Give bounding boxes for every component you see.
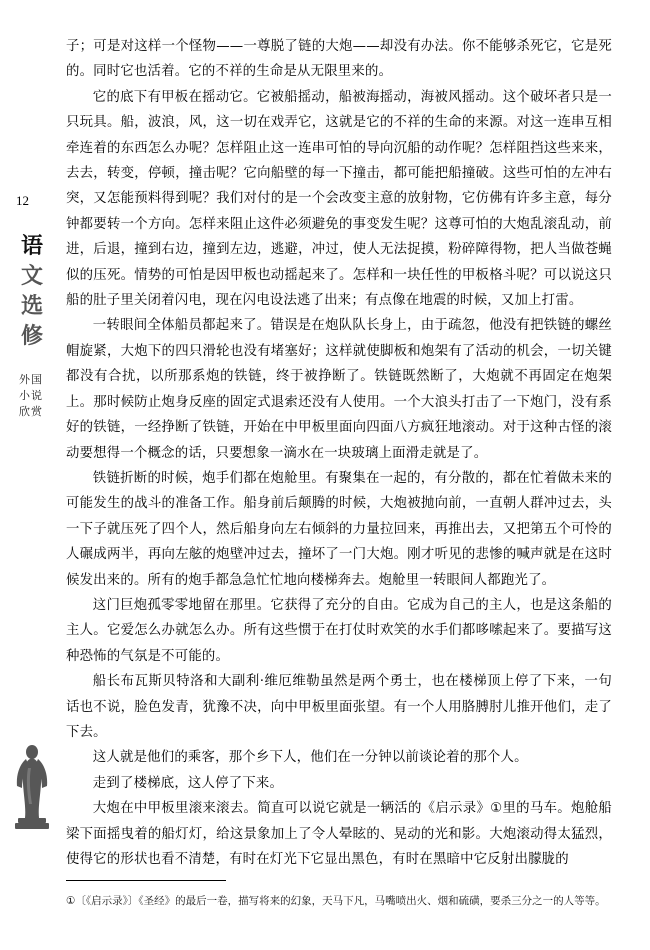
sidebar-subtitle <box>14 372 48 420</box>
paragraph: 大炮在中甲板里滚来滚去。简直可以说它就是一辆活的《启示录》①里的马车。炮舱船梁下面摇曳着的船灯灯，给这景象加上了令人晕眩的、晃动的光和影。大炮滚动得太猛烈，使得它的形状也看不清楚，有时在灯光下它显出黑色，有时在黑暗中它反射出朦胧的 <box>66 801 612 867</box>
footnote-divider <box>66 880 226 881</box>
paragraph: 子；可是对这样一个怪物——一尊脱了链的大炮——却没有办法。你不能够杀死它，它是死的。同时它也活着。它的不祥的生命是从无限里来的。 <box>66 39 612 80</box>
paragraph: 这人就是他们的乘客，那个乡下人，他们在一分钟以前谈论着的那个人。 <box>92 750 528 766</box>
paragraph: 它的底下有甲板在摇动它。它被船摇动，船被海摇动，海被风摇动。这个破坏者只是一只玩具。船，波浪，风，这一切在戏弄它，这就是它的不祥的生命的来源。对这一连串互相牵连着的东西怎么办呢？怎样阻止这一连串可怕的导向沉船的动作呢？怎样阻挡这些来来，去去，转变，停顿，撞击呢？它向船壁的每一下撞击，都可能把船撞破。这些可怕的左冲右突，又怎能预料得到呢？我们对付的是一个会改变主意的放射物，它仿佛有许多主意，每分钟都要转一个方向。怎样来阻止这件必须避免的事变发生呢？这尊可怕的大炮乱滚乱动，前进，后退，撞到右边，撞到左边，逃避，冲过，使人无法捉摸，粉碎障得物，把人当做苍蝇似的压死。情势的可怕是因甲板也动摇起来了。怎样和一块任性的甲板格斗呢？可以说这只船的肚子里关闭着闪电，现在闪电设法逃了出来；有点像在地震的时候，又加上打雷。 <box>66 89 612 309</box>
sidebar-title-char-2: 文 <box>20 264 43 289</box>
paragraph: 一转眼间全体船员都起来了。错误是在炮队队长身上，由于疏忽，他没有把铁链的螺丝帽旋紧，大炮下的四只滑轮也没有堵塞好；这样就使脚板和炮架有了活动的机会，一切关键都没有合扰，以所那系炮的铁链，终于被挣断了。铁链既然断了，大炮就不再固定在炮架上。那时候防止炮身反座的固定式退索还没有人使用。一个大浪头打击了一下炮门，没有系好的铁链，一经挣断了铁链，开始在中甲板里面向四面八方疯狂地滚动。对于这种古怪的滚动要想得一个概念的话，只要想象一滴水在一块玻璃上面滑走就是了。 <box>66 318 612 461</box>
paragraph: 船长布瓦斯贝特洛和大副利·维厄维勒虽然是两个勇士，也在楼梯顶上停了下来，一句话也不说，脸色发青，犹豫不决，向中甲板里面张望。有一个人用胳膊肘儿推开他们，走了下去。 <box>66 674 612 740</box>
statue-ornament-icon <box>8 740 56 832</box>
paragraph: 走到了楼梯底，这人停了下来。 <box>92 775 284 791</box>
sidebar-title-char-3: 选 <box>20 294 43 319</box>
paragraph: 铁链折断的时候，炮手们都在炮舱里。有聚集在一起的，有分散的，都在忙着做未来的可能发生的战斗的准备工作。船身前后颠腾的时候，大炮被抛向前，一直朝人群冲过去，头一下子就压死了四个人，然后船身向左右倾斜的力量拉回来，再推出去，又把第五个可怜的人碾成两半，再向左舷的炮壁冲过去，撞坏了一门大炮。刚才听见的悲惨的喊声就是在这时候发出来的。所有的炮手都急急忙忙地向楼梯奔去。炮舱里一转眼间人都跑光了。 <box>66 470 612 588</box>
sidebar-vertical-title <box>10 232 54 352</box>
page-number: 12 <box>16 193 29 208</box>
page-margin-column <box>0 0 62 950</box>
sidebar-title-char-1: 语 <box>20 234 43 259</box>
sidebar-subtitle-text: 外国小说欣赏 <box>19 373 43 418</box>
paragraph: 这门巨炮孤零零地留在那里。它获得了充分的自由。它成为自己的主人，也是这条船的主人。它爱怎么办就怎么办。所有这些惯于在打仗时欢笑的水手们都哆嗦起来了。要描写这种恐怖的气氛是不可能的。 <box>66 597 612 664</box>
body-text-column <box>66 34 612 872</box>
footnote-text: ①〔《启示录》〕《圣经》的最后一卷，描写将来的幻象，天马下凡，马嘴喷出火、烟和硫磺，要杀三分之一的人等等。 <box>66 895 606 907</box>
sidebar-title-char-4: 修 <box>20 324 43 349</box>
